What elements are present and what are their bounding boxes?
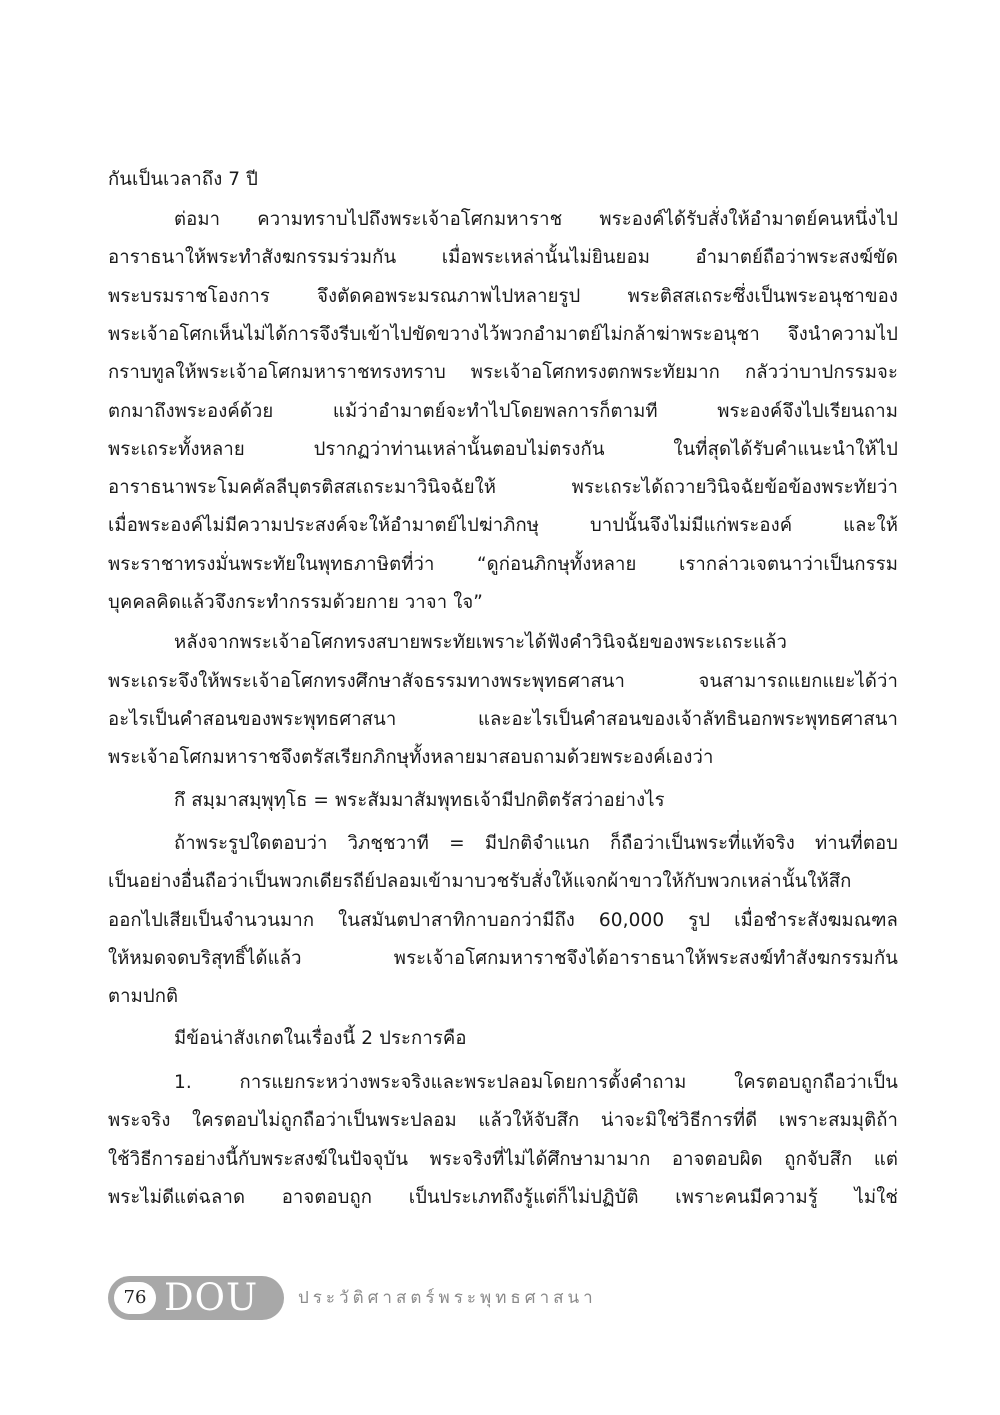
book-title: ประวัติศาสตร์พระพุทธศาสนา [298, 1288, 597, 1308]
paragraph-first-line: หลังจากพระเจ้าอโศกทรงสบายพระทัยเพราะได้ฟังคำวินิจฉัยของพระเถระแล้ว [174, 632, 787, 653]
text-line: พระเถระทั้งหลาย ปรากฏว่าท่านเหล่านั้นตอบไม่ตรงกัน ในที่สุดได้รับคำแนะนำให้ไป [108, 439, 898, 460]
text-line: อะไรเป็นคำสอนของพระพุทธศาสนา และอะไรเป็นคำสอนของเจ้าลัทธินอกพระพุทธศาสนา [108, 709, 898, 730]
text-line: พระบรมราชโองการ จึงตัดคอพระมรณภาพไปหลายรูป พระติสสเถระซึ่งเป็นพระอนุชาของ [108, 286, 898, 307]
text-line: พระไม่ดีแต่ฉลาด อาจตอบถูก เป็นประเภทถึงรู้แต่ก็ไม่ปฏิบัติ เพราะคนมีความรู้ ไม่ใช่ [108, 1187, 898, 1208]
text-line: อาราธนาพระโมคคัลลีบุตรติสสเถระมาวินิจฉัยให้ พระเถระได้ถวายวินิจฉัยข้อข้องพระทัยว่า [108, 477, 898, 498]
paragraph-first-line: ต่อมา ความทราบไปถึงพระเจ้าอโศกมหาราช พระองค์ได้รับสั่งให้อำมาตย์คนหนึ่งไป [174, 209, 898, 230]
text-line: ให้หมดจดบริสุทธิ์ได้แล้ว พระเจ้าอโศกมหาราชจึงได้อาราธนาให้พระสงฆ์ทำสังฆกรรมกัน [108, 948, 898, 969]
text-line: อาราธนาให้พระทำสังฆกรรมร่วมกัน เมื่อพระเหล่านั้นไม่ยินยอม อำมาตย์ถือว่าพระสงฆ์ขัด [108, 247, 898, 268]
paragraph-first-line: ถ้าพระรูปใดตอบว่า วิภชฺชวาที = มีปกติจำแนก ก็ถือว่าเป็นพระที่แท้จริง ท่านที่ตอบ [174, 833, 898, 854]
paragraph-first-line: 1. การแยกระหว่างพระจริงและพระปลอมโดยการตั้งคำถาม ใครตอบถูกถือว่าเป็น [174, 1072, 898, 1093]
footer-badge [108, 1276, 284, 1320]
text-line: กันเป็นเวลาถึง 7 ปี [108, 169, 259, 190]
text-line: พระจริง ใครตอบไม่ถูกถือว่าเป็นพระปลอม แล้วให้จับสึก น่าจะมิใช่วิธีการที่ดี เพราะสมมุติถ้า [108, 1110, 898, 1131]
observation-heading: มีข้อน่าสังเกตในเรื่องนี้ 2 ประการคือ [174, 1028, 467, 1049]
pali-question: กึ สมฺมาสมฺพุทฺโธ = พระสัมมาสัมพุทธเจ้ามีปกติตรัสว่าอย่างไร [174, 790, 665, 811]
text-line: เป็นอย่างอื่นถือว่าเป็นพวกเดียรถีย์ปลอมเข้ามาบวชรับสั่งให้แจกผ้าขาวให้กับพวกเหล่านั้นให้สึก [108, 871, 852, 892]
text-line: ใช้วิธีการอย่างนี้กับพระสงฆ์ในปัจจุบัน พระจริงที่ไม่ได้ศึกษามามาก อาจตอบผิด ถูกจับสึก แต่ [108, 1149, 898, 1170]
page-footer [108, 1276, 668, 1320]
text-line: ตกมาถึงพระองค์ด้วย แม้ว่าอำมาตย์จะทำไปโดยพลการก็ตามที พระองค์จึงไปเรียนถาม [108, 401, 898, 422]
text-line: เมื่อพระองค์ไม่มีความประสงค์จะให้อำมาตย์ไปฆ่าภิกษุ บาปนั้นจึงไม่มีแก่พระองค์ และให้ [108, 515, 898, 536]
text-line: พระราชาทรงมั่นพระทัยในพุทธภาษิตที่ว่า “ดูก่อนภิกษุทั้งหลาย เรากล่าวเจตนาว่าเป็นกรรม [108, 554, 898, 575]
text-line: ตามปกติ [108, 986, 179, 1007]
text-line: พระเจ้าอโศกมหาราชจึงตรัสเรียกภิกษุทั้งหลายมาสอบถามด้วยพระองค์เองว่า [108, 747, 714, 768]
text-line: บุคคลคิดแล้วจึงกระทำกรรมด้วยกาย วาจา ใจ” [108, 592, 483, 613]
text-line: ออกไปเสียเป็นจำนวนมาก ในสมันตปาสาทิกาบอกว่ามีถึง 60,000 รูป เมื่อชำระสังฆมณฑล [108, 910, 898, 931]
text-line: กราบทูลให้พระเจ้าอโศกมหาราชทรงทราบ พระเจ้าอโศกทรงตกพระทัยมาก กลัวว่าบาปกรรมจะ [108, 362, 898, 383]
page-number: 76 [114, 1282, 156, 1314]
text-line: พระเถระจึงให้พระเจ้าอโศกทรงศึกษาสัจธรรมทางพระพุทธศาสนา จนสามารถแยกแยะได้ว่า [108, 671, 898, 692]
dou-logo: DOU [164, 1276, 259, 1319]
text-line: พระเจ้าอโศกเห็นไม่ได้การจึงรีบเข้าไปขัดขวางไว้พวกอำมาตย์ไม่กล้าฆ่าพระอนุชา จึงนำความไป [108, 324, 898, 345]
